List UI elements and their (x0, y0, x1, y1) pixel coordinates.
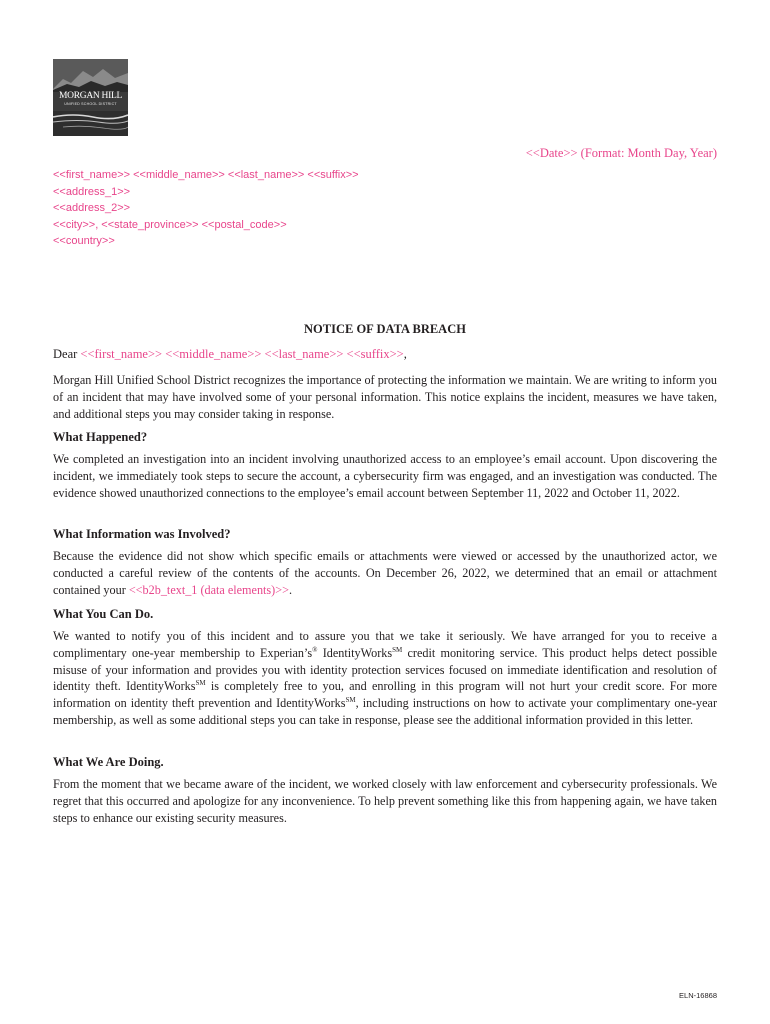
heading-information-involved: What Information was Involved? (53, 527, 231, 541)
service-mark: SM (345, 696, 356, 705)
can-do-text-4: is completely free to you, and enrolling in this program will not hurt your credit score. For more information on identity theft prevention and IdentityWorks (53, 679, 717, 711)
address-line-name: <<first_name>> <<middle_name>> <<last_name>> <<suffix>> (53, 169, 359, 181)
logo-subtitle: UNIFIED SCHOOL DISTRICT (64, 102, 117, 106)
paragraph-what-happened: We completed an investigation into an incident involving unauthorized access to an employee’s email account. Upon discovering the incident, we immediately took steps to secure the account, a cybersecurity firm was engaged, and an investigation was conducted. The evidence showed unauthorized connections to the employee’s email account between September 11, 2022 and October 11, 2022. (53, 452, 717, 500)
salutation-prefix: Dear (53, 347, 81, 361)
page-title: NOTICE OF DATA BREACH (304, 322, 466, 336)
heading-what-happened: What Happened? (53, 430, 148, 444)
district-logo (53, 59, 128, 136)
date-format-note: (Format: Month Day, Year) (580, 146, 717, 160)
salutation-suffix: , (403, 347, 407, 361)
address-line-1: <<address_1>> (53, 185, 131, 198)
address-line-2: <<address_2>> (53, 202, 131, 215)
information-text: Because the evidence did not show which specific emails or attachments were viewed or accessed by the unauthorized actor, we conducted a careful review of the contents of the accounts. On December 26, 2022, we determined that an email or attachment contained your (53, 549, 717, 597)
salutation (53, 347, 407, 362)
heading-what-we-are-doing: What We Are Doing. (53, 755, 164, 769)
date-placeholder: <<Date>> (525, 146, 578, 160)
can-do-text-5: , including instructions on how to activate your complimentary one-year membership, as well as some additional steps you can take in response, please see the additional information provided in this letter. (53, 696, 718, 727)
data-elements-placeholder: <<b2b_text_1 (data elements)>> (128, 582, 289, 597)
date-line (526, 146, 717, 161)
document-code: ELN-16868 (679, 991, 717, 1000)
registered-mark: ® (312, 645, 318, 654)
can-do-text-2: IdentityWorks (317, 645, 393, 660)
paragraph-information-involved (53, 548, 717, 598)
recipient-address (53, 167, 359, 250)
information-end: . (288, 582, 293, 597)
intro-paragraph: Morgan Hill Unified School District recognizes the importance of protecting the information we maintain. We are writing to inform you of an incident that may have involved some of your personal information. This notice explains the incident, measures we have taken, and additional steps you may consider taking in response. (53, 373, 717, 421)
service-mark: SM (195, 679, 206, 688)
paragraph-what-you-can-do (53, 628, 717, 729)
address-line-country: <<country>> (53, 235, 115, 248)
salutation-name: <<first_name>> <<middle_name>> <<last_name>> <<suffix>> (80, 347, 404, 361)
paragraph-what-we-are-doing: From the moment that we became aware of the incident, we worked closely with law enforcement and cybersecurity professionals. We regret that this occurred and apologize for any inconvenience. To help prevent something like this from happening again, we have taken steps to enhance our existing security measures. (53, 777, 717, 825)
address-line-city: <<city>>, <<state_province>> <<postal_code>> (53, 218, 287, 231)
can-do-text-1: We wanted to notify you of this incident and to assure you that we take it seriously. We have arranged for you to receive a complimentary one-year membership to Experian’s (53, 629, 717, 660)
can-do-text-3: credit monitoring service. This product helps detect possible misuse of your information and provides you with identity protection services focused on immediate identification and resolution of identity theft. IdentityWorks (53, 645, 717, 694)
heading-what-you-can-do: What You Can Do. (53, 607, 154, 621)
logo-name: MORGAN HILL (59, 91, 122, 101)
service-mark: SM (392, 645, 403, 654)
